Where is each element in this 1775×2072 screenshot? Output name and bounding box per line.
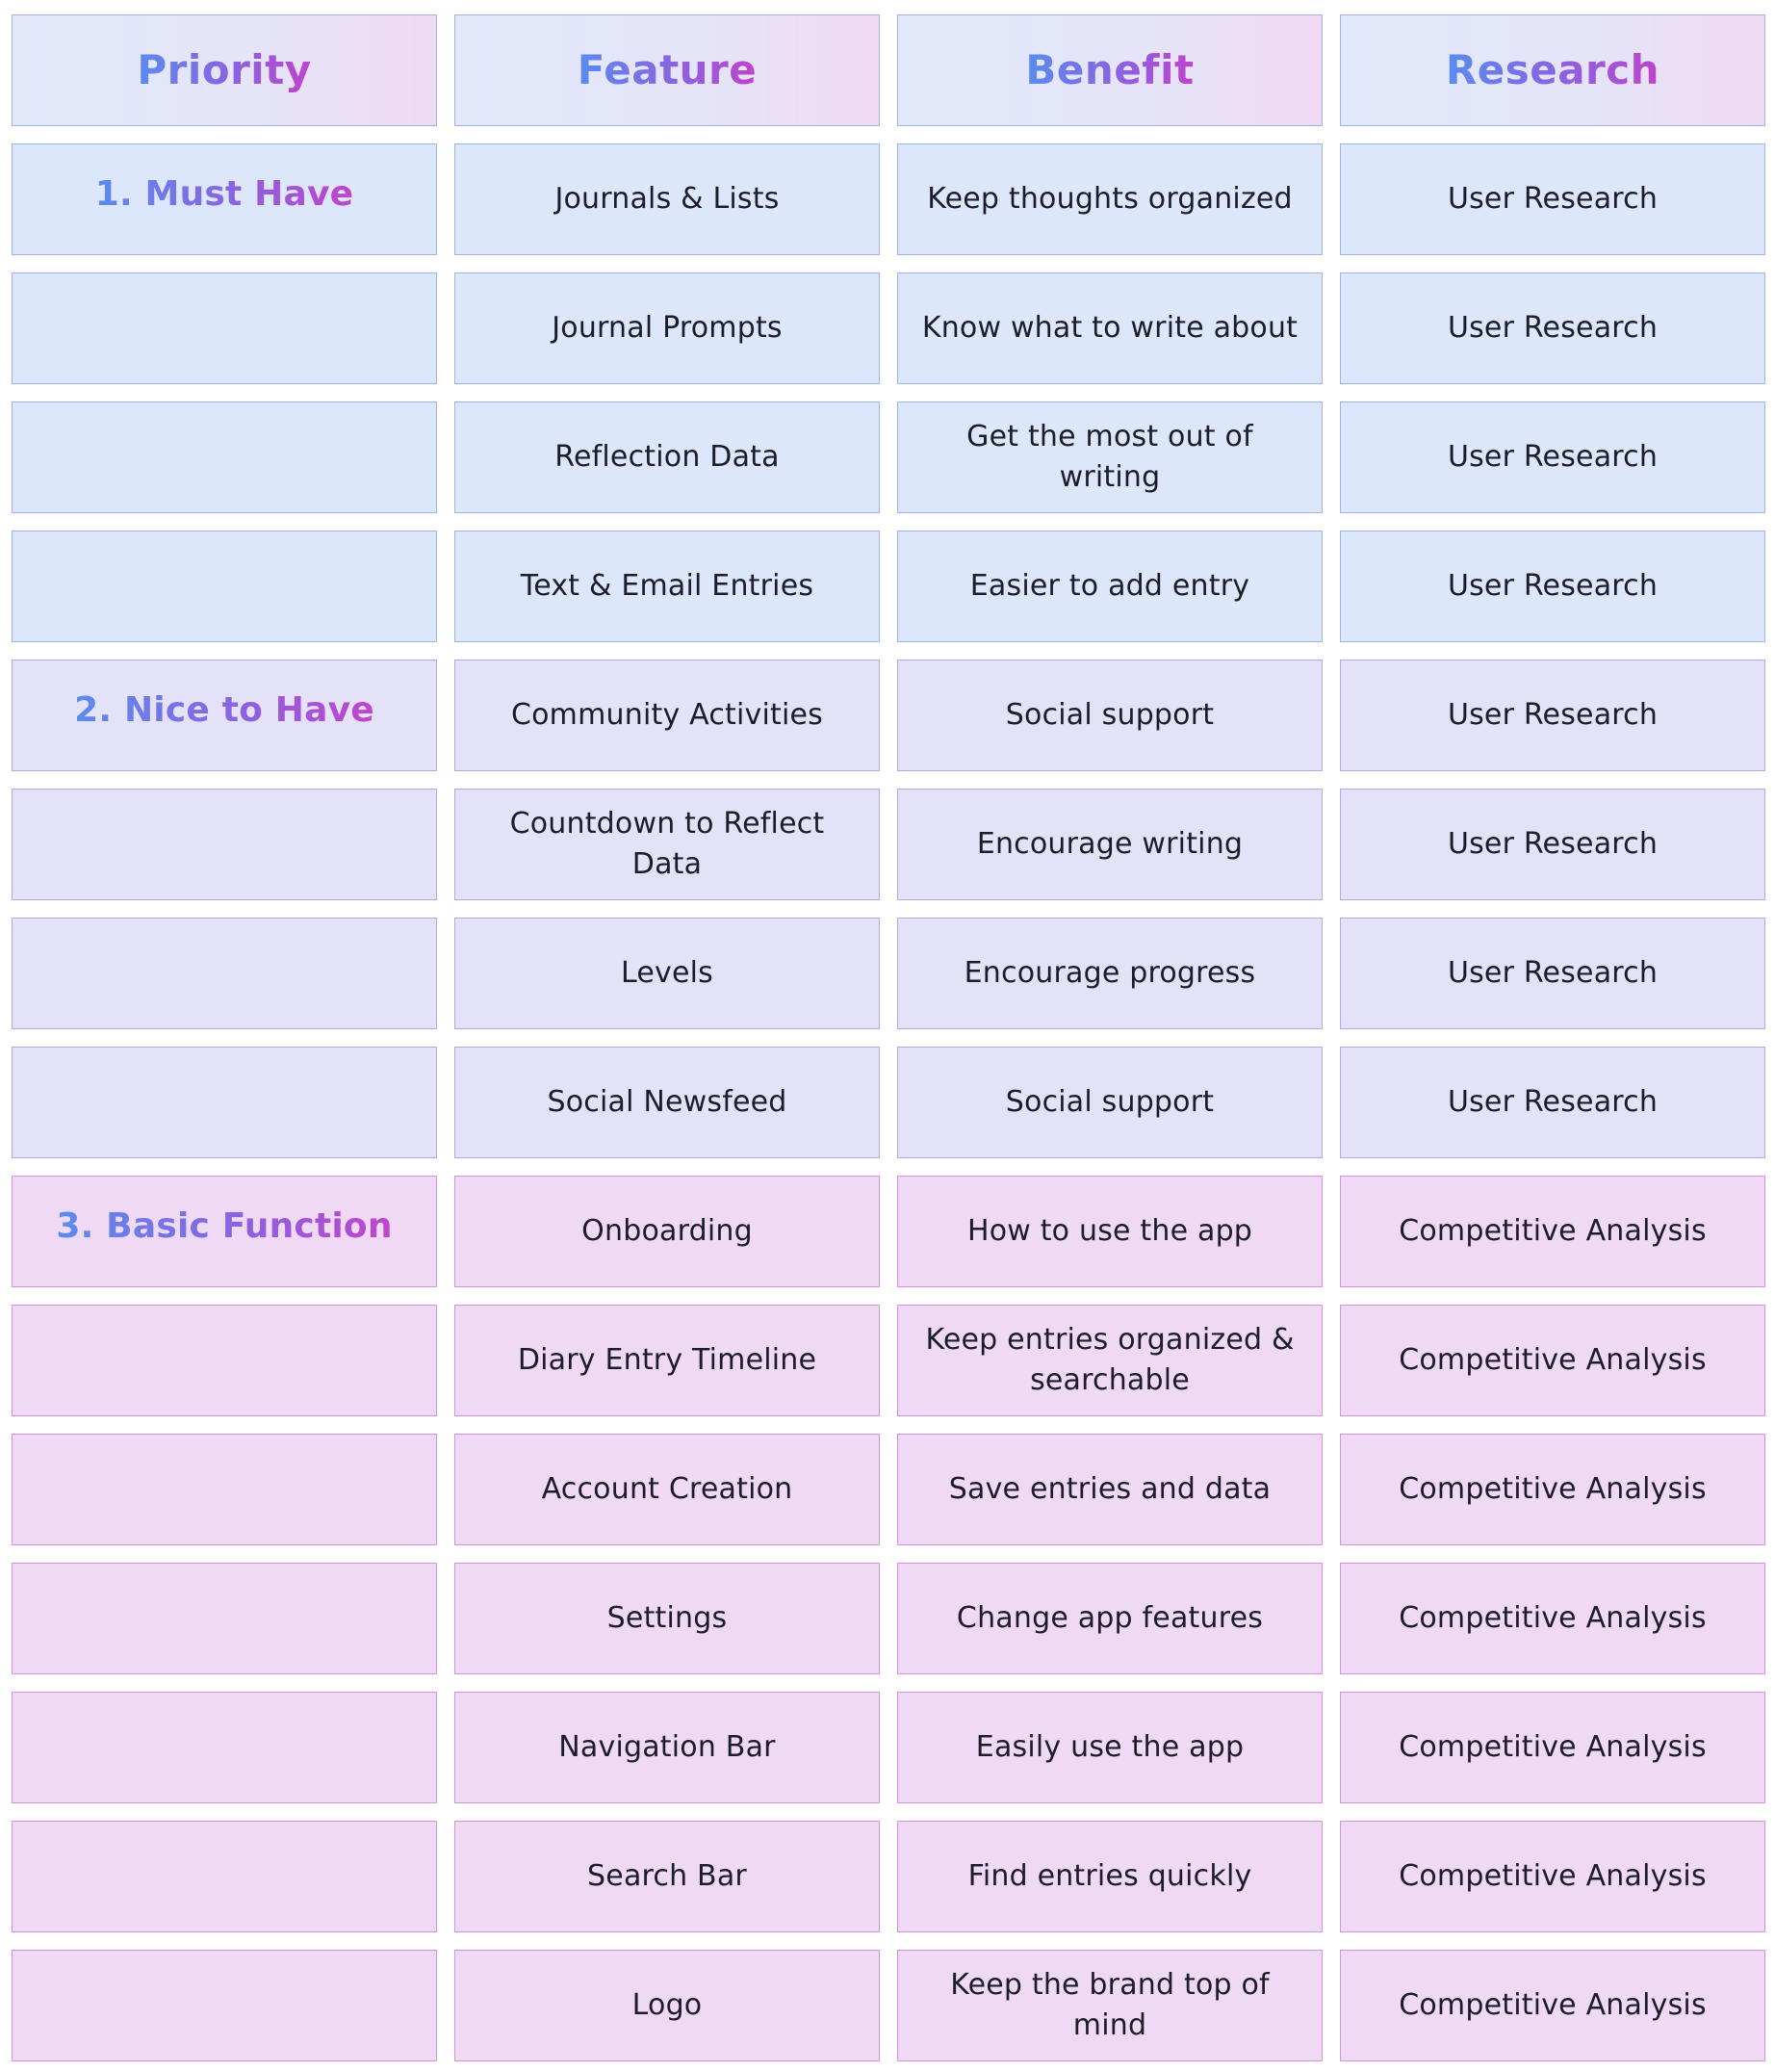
header-research-label: Research xyxy=(1446,42,1659,99)
priority-cell-empty xyxy=(12,1950,437,2061)
research-cell: Competitive Analysis xyxy=(1340,1563,1765,1674)
benefit-cell: Keep the brand top of mind xyxy=(897,1950,1323,2061)
feature-cell: Logo xyxy=(454,1950,880,2061)
feature-cell: Diary Entry Timeline xyxy=(454,1305,880,1416)
benefit-cell: Social support xyxy=(897,660,1323,771)
feature-cell: Journal Prompts xyxy=(454,272,880,384)
priority-cell-empty xyxy=(12,401,437,513)
priority-cell-empty xyxy=(12,789,437,900)
priority-label-basic-function: 3. Basic Function xyxy=(56,1203,392,1251)
header-priority xyxy=(12,14,437,126)
feature-cell: Social Newsfeed xyxy=(454,1047,880,1158)
research-cell: User Research xyxy=(1340,1047,1765,1158)
research-cell: Competitive Analysis xyxy=(1340,1176,1765,1287)
benefit-cell: Social support xyxy=(897,1047,1323,1158)
priority-cell xyxy=(12,143,437,255)
research-cell: User Research xyxy=(1340,789,1765,900)
priority-cell-empty xyxy=(12,1692,437,1803)
feature-cell: Search Bar xyxy=(454,1821,880,1932)
feature-cell: Onboarding xyxy=(454,1176,880,1287)
research-cell: User Research xyxy=(1340,272,1765,384)
research-cell: User Research xyxy=(1340,918,1765,1029)
priority-cell-empty xyxy=(12,531,437,642)
benefit-cell: Easily use the app xyxy=(897,1692,1323,1803)
priority-cell-empty xyxy=(12,1047,437,1158)
research-cell: Competitive Analysis xyxy=(1340,1692,1765,1803)
feature-cell: Settings xyxy=(454,1563,880,1674)
research-cell: User Research xyxy=(1340,143,1765,255)
benefit-cell: Keep entries organized & searchable xyxy=(897,1305,1323,1416)
benefit-cell: Get the most out of writing xyxy=(897,401,1323,513)
benefit-cell: Save entries and data xyxy=(897,1434,1323,1545)
priority-cell-empty xyxy=(12,1434,437,1545)
research-cell: Competitive Analysis xyxy=(1340,1821,1765,1932)
benefit-cell: Encourage writing xyxy=(897,789,1323,900)
feature-cell: Text & Email Entries xyxy=(454,531,880,642)
priority-cell-empty xyxy=(12,1305,437,1416)
feature-cell: Account Creation xyxy=(454,1434,880,1545)
benefit-cell: Change app features xyxy=(897,1563,1323,1674)
header-benefit xyxy=(897,14,1323,126)
priority-cell-empty xyxy=(12,1563,437,1674)
header-feature-label: Feature xyxy=(578,42,758,99)
header-research xyxy=(1340,14,1765,126)
research-cell: User Research xyxy=(1340,531,1765,642)
benefit-cell: Easier to add entry xyxy=(897,531,1323,642)
header-feature xyxy=(454,14,880,126)
feature-cell: Journals & Lists xyxy=(454,143,880,255)
feature-priority-table xyxy=(12,14,1765,2061)
priority-cell xyxy=(12,660,437,771)
priority-label-must-have: 1. Must Have xyxy=(95,170,354,219)
priority-cell xyxy=(12,1176,437,1287)
feature-cell: Community Activities xyxy=(454,660,880,771)
research-cell: User Research xyxy=(1340,660,1765,771)
header-priority-label: Priority xyxy=(137,42,311,99)
priority-cell-empty xyxy=(12,1821,437,1932)
feature-cell: Navigation Bar xyxy=(454,1692,880,1803)
feature-cell: Countdown to Reflect Data xyxy=(454,789,880,900)
research-cell: Competitive Analysis xyxy=(1340,1950,1765,2061)
priority-cell-empty xyxy=(12,272,437,384)
research-cell: Competitive Analysis xyxy=(1340,1434,1765,1545)
feature-cell: Levels xyxy=(454,918,880,1029)
benefit-cell: How to use the app xyxy=(897,1176,1323,1287)
priority-label-nice-to-have: 2. Nice to Have xyxy=(74,686,374,735)
benefit-cell: Know what to write about xyxy=(897,272,1323,384)
benefit-cell: Keep thoughts organized xyxy=(897,143,1323,255)
benefit-cell: Encourage progress xyxy=(897,918,1323,1029)
research-cell: User Research xyxy=(1340,401,1765,513)
feature-cell: Reflection Data xyxy=(454,401,880,513)
header-benefit-label: Benefit xyxy=(1025,42,1194,99)
priority-cell-empty xyxy=(12,918,437,1029)
research-cell: Competitive Analysis xyxy=(1340,1305,1765,1416)
benefit-cell: Find entries quickly xyxy=(897,1821,1323,1932)
